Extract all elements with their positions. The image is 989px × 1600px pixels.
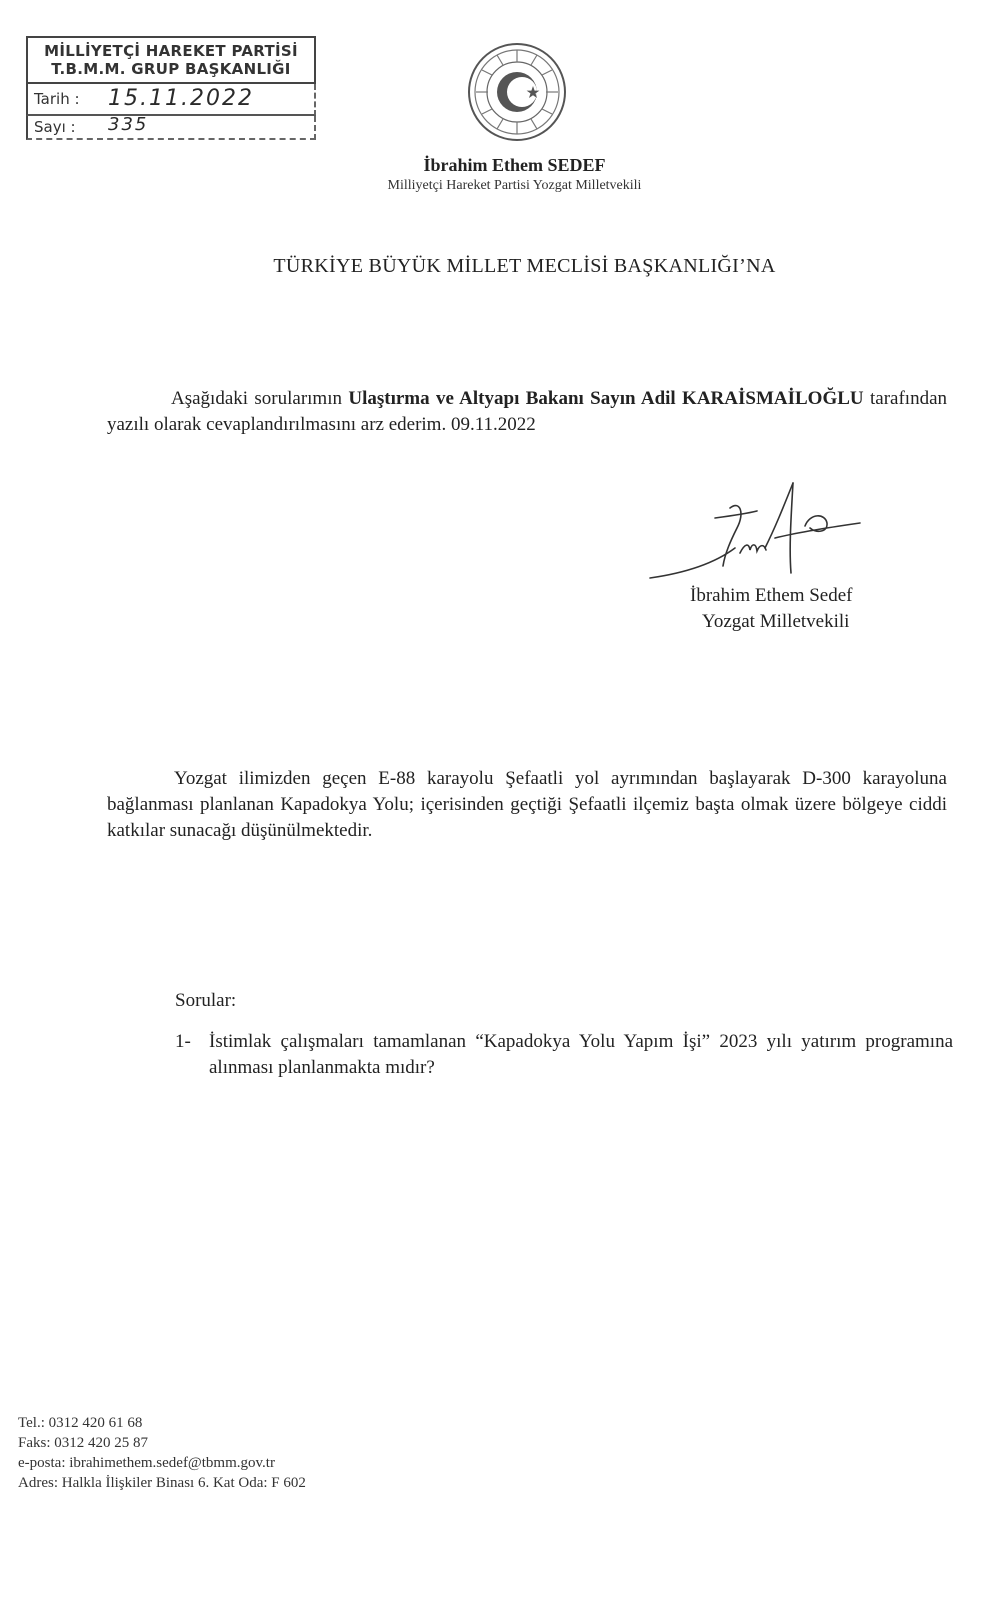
stamp-number-row bbox=[26, 116, 316, 140]
signatory-title: Yozgat Milletvekili bbox=[702, 611, 850, 632]
minister-name: Ulaştırma ve Altyapı Bakanı Sayın Adil KARAİSMAİLOĞLU bbox=[348, 388, 864, 409]
handwritten-signature bbox=[645, 478, 865, 588]
stamp-line-2: T.B.M.M. GRUP BAŞKANLIĞI bbox=[51, 60, 291, 78]
question-item bbox=[175, 1029, 953, 1081]
footer-address: Adres: Halkla İlişkiler Binası 6. Kat Oda: F 602 bbox=[18, 1475, 306, 1491]
stamp-number-value: 335 bbox=[108, 114, 149, 135]
footer-email: e-posta: ibrahimethem.sedef@tbmm.gov.tr bbox=[18, 1455, 275, 1471]
registry-stamp bbox=[26, 36, 316, 156]
footer-tel: Tel.: 0312 420 61 68 bbox=[18, 1415, 143, 1431]
questions-heading: Sorular: bbox=[175, 990, 237, 1011]
tbmm-seal-icon bbox=[467, 42, 567, 142]
deputy-subtitle: Milliyetçi Hareket Partisi Yozgat Milletvekili bbox=[387, 178, 642, 193]
stamp-date-value: 15.11.2022 bbox=[108, 86, 254, 111]
stamp-header bbox=[26, 36, 316, 84]
intro-text-1: Aşağıdaki sorularımın bbox=[171, 388, 349, 409]
footer-fax: Faks: 0312 420 25 87 bbox=[18, 1435, 149, 1451]
intro-text-2: tarafından yazılı olarak cevaplandırılmasını arz ederim. 09.11.2022 bbox=[107, 388, 948, 435]
stamp-date-label: Tarih : bbox=[34, 90, 80, 108]
question-text: İstimlak çalışmaları tamamlanan “Kapadokya Yolu Yapım İşi” 2023 yılı yatırım programına alınması planlanmakta mıdır? bbox=[209, 1031, 953, 1078]
stamp-number-label: Sayı : bbox=[34, 118, 76, 136]
addressee: TÜRKİYE BÜYÜK MİLLET MECLİSİ BAŞKANLIĞI’NA bbox=[273, 255, 776, 277]
intro-paragraph bbox=[107, 386, 947, 438]
contact-footer bbox=[18, 1413, 306, 1493]
signatory-name: İbrahim Ethem Sedef bbox=[690, 585, 853, 606]
stamp-line-1: MİLLİYETÇİ HAREKET PARTİSİ bbox=[44, 42, 298, 60]
stamp-date-row bbox=[26, 84, 316, 116]
body-paragraph: Yozgat ilimizden geçen E-88 karayolu Şefaatli yol ayrımından başlayarak D-300 karayoluna bağlanması planlanan Kapadokya Yolu; içerisinden geçtiği Şefaatli ilçemiz başta olmak üzere bölgeye ciddi katkılar sunacağı düşünülmektedir. bbox=[107, 768, 947, 841]
question-number: 1- bbox=[175, 1031, 191, 1052]
deputy-name-header: İbrahim Ethem SEDEF bbox=[423, 155, 606, 175]
